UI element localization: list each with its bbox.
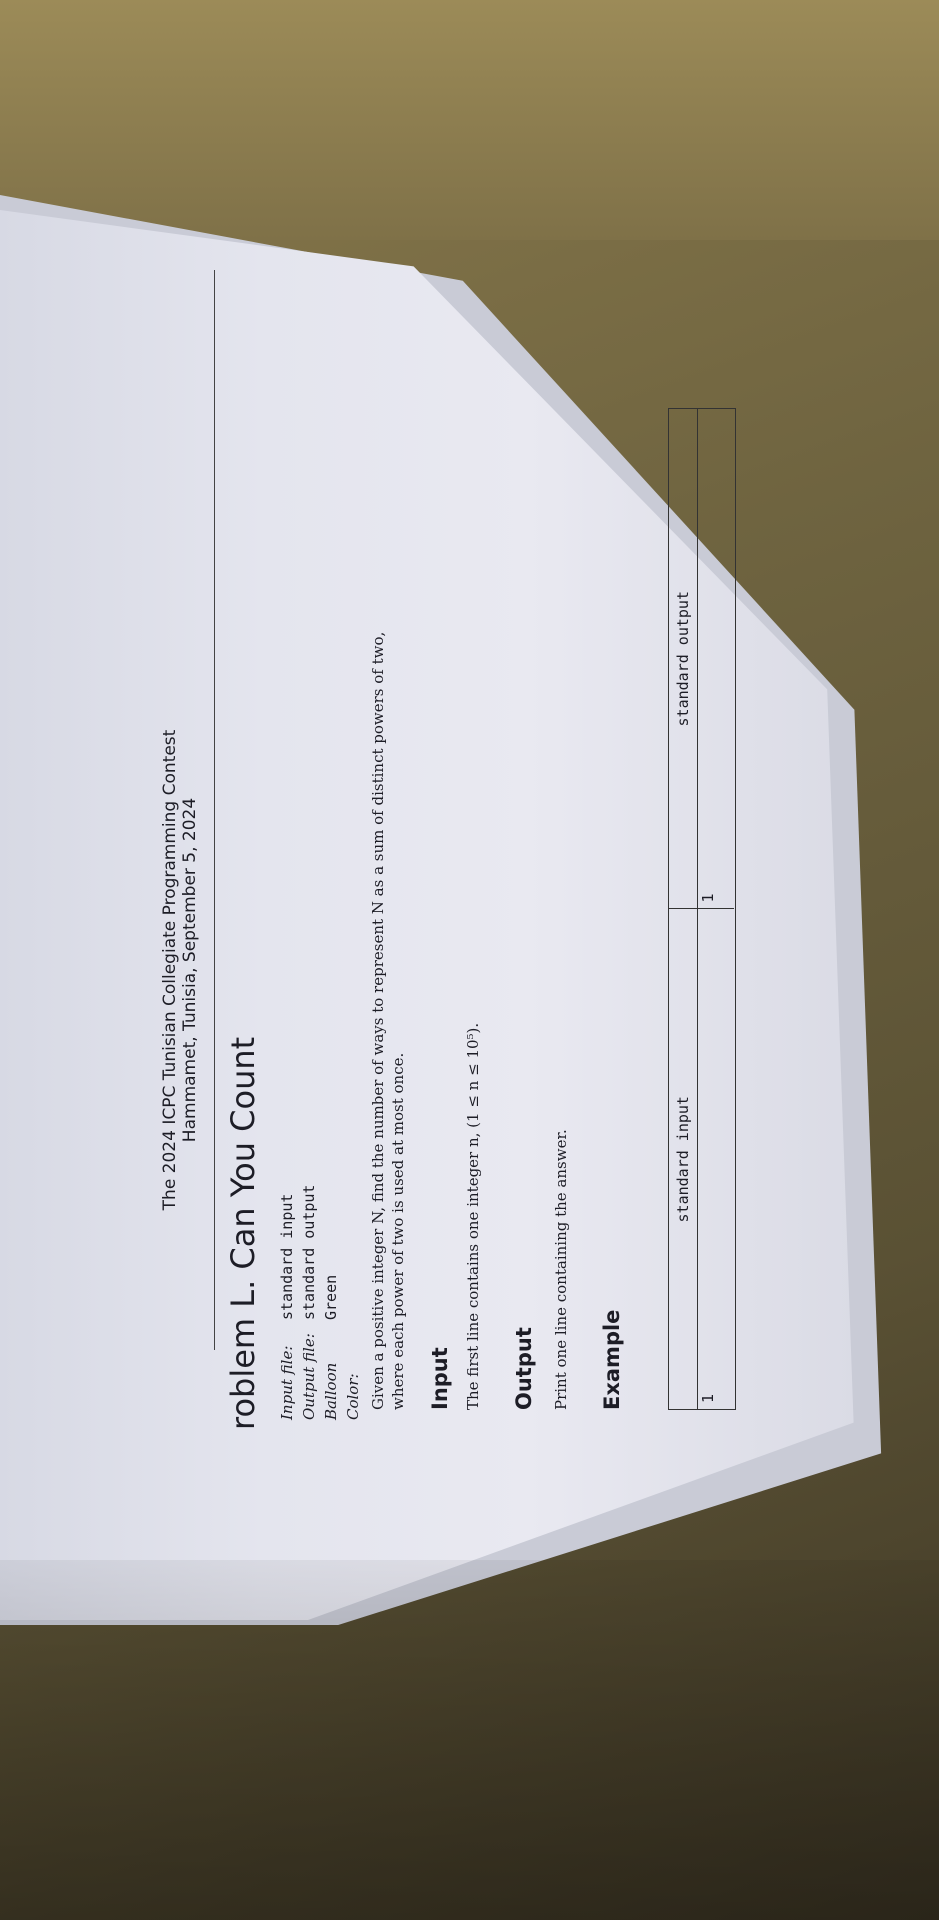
background-surface: [0, 0, 939, 240]
meta-key: Input file:: [278, 1345, 296, 1420]
meta-value: standard input: [278, 1193, 296, 1320]
input-heading: Input: [428, 1347, 452, 1410]
statement-line-2: where each power of two is used at most once.: [389, 1052, 407, 1410]
example-output-value: 1: [699, 893, 717, 903]
problem-document: [160, 330, 860, 1430]
floor-shadow: [0, 1560, 939, 1920]
example-heading: Example: [600, 1309, 624, 1410]
meta-value: standard output: [300, 1184, 318, 1320]
meta-row-balloon: [320, 1185, 364, 1420]
statement-line-1: Given a positive integer N, find the number of ways to represent N as a sum of distinct powers of two,: [369, 631, 387, 1410]
example-table-row: [698, 409, 734, 1409]
problem-title: roblem L. Can You Count: [224, 1036, 262, 1430]
output-heading: Output: [512, 1327, 536, 1410]
problem-meta: [276, 1185, 364, 1420]
meta-row-output: [298, 1185, 320, 1420]
contest-location-date: Hammamet, Tunisia, September 5, 2024: [180, 797, 200, 1143]
output-text: Print one line containing the answer.: [552, 1129, 570, 1410]
example-table: [668, 408, 736, 1410]
meta-key: Output file:: [300, 1333, 318, 1420]
contest-name: The 2024 ICPC Tunisian Collegiate Programming Contest: [160, 729, 180, 1211]
problem-statement: [368, 330, 408, 1410]
meta-row-input: [276, 1185, 298, 1420]
input-text: The first line contains one integer n, (1 ≤ n ≤ 10⁵).: [464, 1022, 482, 1410]
meta-key: Balloon Color:: [322, 1362, 362, 1420]
example-table-header: [669, 409, 698, 1409]
contest-header: [160, 590, 200, 1350]
column-header-input: standard input: [669, 909, 697, 1410]
meta-value: Green: [322, 1274, 340, 1320]
header-rule: [214, 270, 215, 1350]
column-header-output: standard output: [674, 591, 692, 727]
example-input-value: 1: [698, 909, 734, 1410]
